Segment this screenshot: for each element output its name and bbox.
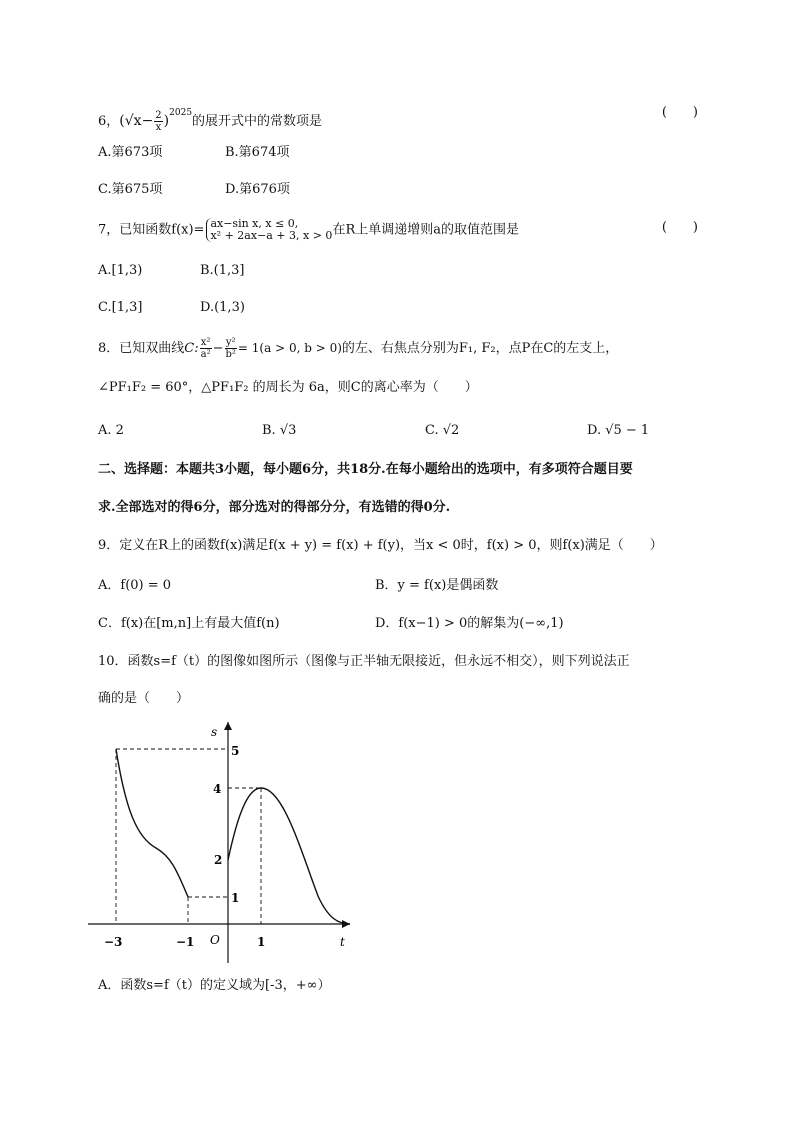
q6-answer-paren: ( ) <box>661 105 698 120</box>
q8-option-d: D. √5 − 1 <box>587 423 650 438</box>
q7-option-c: C.[1,3] <box>98 300 143 315</box>
y-tick-4: 4 <box>213 782 222 796</box>
q8-text: 的左、右焦点分别为F₁, F₂，点P在C的左支上， <box>341 341 619 356</box>
q8-option-a: A. 2 <box>98 423 124 438</box>
section2-heading-line2: 求.全部选对的得6分，部分选对的得部分分，有选错的得0分. <box>98 500 451 515</box>
q9-option-a: A．f(0) = 0 <box>98 578 172 593</box>
q7-option-d: D.(1,3) <box>200 300 245 315</box>
q7-stem <box>98 218 519 242</box>
y-tick-2: 2 <box>214 853 223 867</box>
q10-function-graph <box>88 718 358 968</box>
q6-option-a: A.第673项 <box>98 145 163 160</box>
t-axis-label: t <box>340 935 345 949</box>
section2-heading-line1: 二、选择题：本题共3小题，每小题6分，共18分.在每小题给出的选项中，有多项符合题目要 <box>98 462 633 477</box>
x-tick-1: 1 <box>257 935 266 949</box>
q8-number: 8．已知双曲线 <box>98 341 185 356</box>
q8-option-c: C. √2 <box>425 423 460 438</box>
x-tick-minus3: −3 <box>104 935 123 949</box>
q8-curve: C: <box>184 341 199 356</box>
q10-stem-line1: 10．函数s=f（t）的图像如图所示（图像与正半轴无限接近，但永远不相交），则下列说法正 <box>98 654 630 669</box>
y-tick-5: 5 <box>231 744 240 758</box>
q10-option-a: A．函数s=f（t）的定义域为[-3，+∞） <box>98 978 331 993</box>
q6-expression: (√x− $\frac{2}{x}$ )$^{2025}$ <box>119 108 193 133</box>
q9-option-c: C．f(x)在[m,n]上有最大值f(n) <box>98 616 280 631</box>
q6-option-b: B.第674项 <box>225 145 290 160</box>
q6-stem <box>98 103 322 133</box>
s-axis-label: s <box>211 725 218 739</box>
q6-option-d: D.第676项 <box>225 182 290 197</box>
q6-exponent: 2025 <box>169 108 193 118</box>
y-tick-1: 1 <box>231 891 240 905</box>
q8-fraction-x: $\frac{\text{x²}}{\text{a²}}$ <box>200 337 211 360</box>
q7-option-a: A.[1,3) <box>98 263 143 278</box>
curve-right <box>228 788 350 924</box>
s-axis-arrow <box>224 722 232 730</box>
q6-text: 的展开式中的常数项是 <box>192 114 323 129</box>
q8-option-b: B. √3 <box>262 423 297 438</box>
q9-option-d: D．f(x−1) > 0的解集为(−∞,1) <box>375 616 564 631</box>
q7-option-b: B.(1,3] <box>200 263 245 278</box>
q7-text: 在R上单调递增则a的取值范围是 <box>332 222 519 238</box>
q9-stem: 9．定义在R上的函数f(x)满足f(x + y) = f(x) + f(y)，当x < 0时，f(x) > 0，则f(x)满足（ ） <box>98 538 663 553</box>
q7-piecewise: ax−sin x, x ≤ 0, x² + 2ax−a + 3, x > 0 <box>206 218 332 242</box>
q8-fraction-y: $\frac{\text{y²}}{\text{b²}}$ <box>225 337 236 360</box>
q6-fraction: $\frac{2}{x}$ <box>155 109 162 133</box>
origin-label: O <box>210 933 220 947</box>
q10-stem-line2: 确的是（ ） <box>98 691 190 706</box>
q9-option-b: B．y = f(x)是偶函数 <box>375 578 499 593</box>
q8-stem: 8．已知双曲线C: $\frac{\text{x²}}{\text{a²}}$ − $\frac{\text{y²}}{\text{b²}}$ = 1(a > 0, b > 0)的左、右焦点分别为F₁, F₂，点P在C的左支上， <box>98 337 619 360</box>
q7-answer-paren: ( ) <box>661 220 698 235</box>
q8-condition: = 1(a > 0, b > 0) <box>237 341 342 355</box>
q7-number: 7，已知函数f(x)= <box>98 222 205 238</box>
q6-option-c: C.第675项 <box>98 182 163 197</box>
curve-left <box>116 749 188 897</box>
q6-number: 6， <box>98 114 120 129</box>
q8-line2: ∠PF₁F₂ = 60°，△PF₁F₂ 的周长为 6a，则C的离心率为（ ） <box>98 380 478 395</box>
x-tick-minus1: −1 <box>176 935 195 949</box>
